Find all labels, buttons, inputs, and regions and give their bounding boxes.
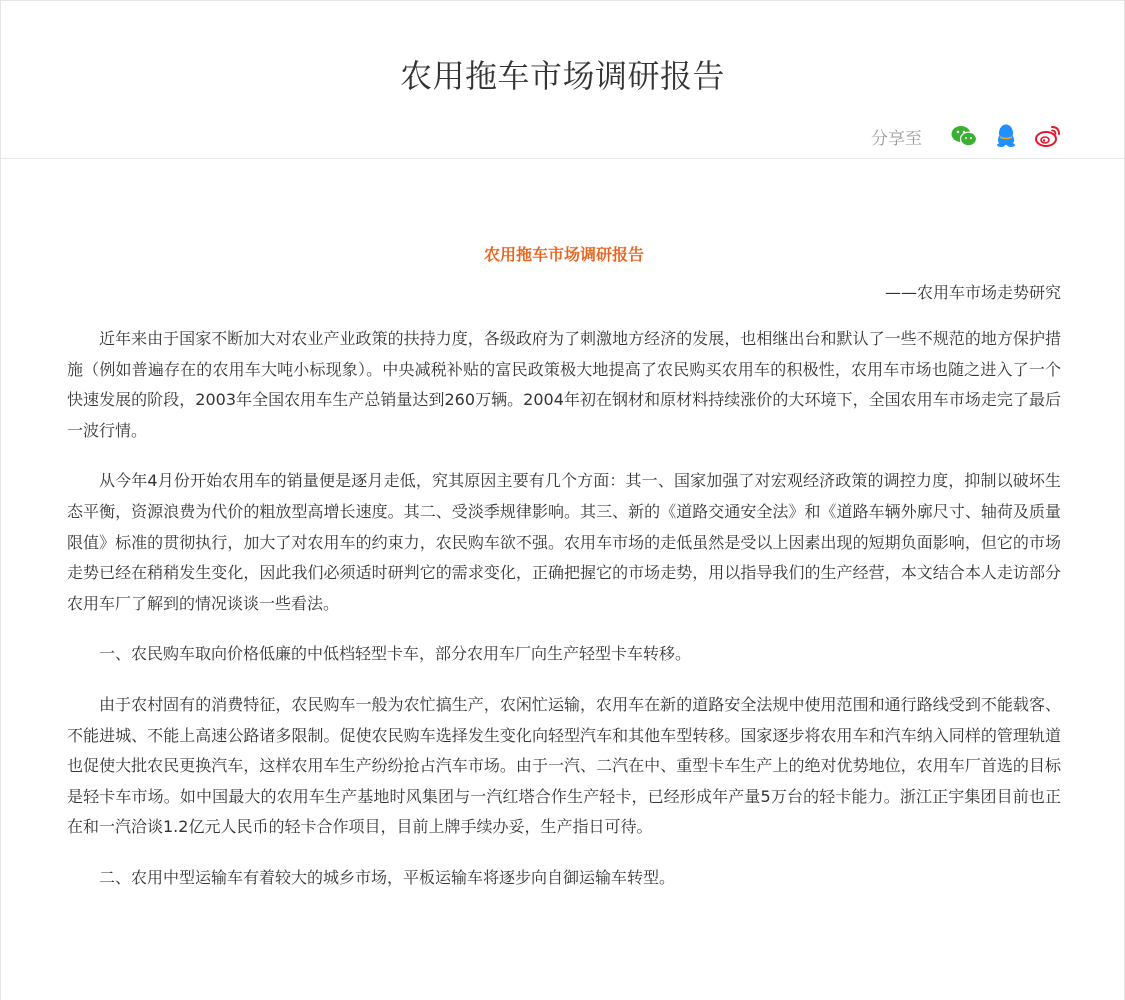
article-header (1, 1, 1124, 159)
qq-share-button[interactable] (992, 122, 1020, 150)
weibo-icon (1035, 125, 1061, 147)
article-body (1, 240, 1124, 894)
article-paragraph: 由于农村固有的消费特征，农民购车一般为农忙搞生产，农闲忙运输，农用车在新的道路安全法规中使用范围和通行路线受到不能载客、不能进城、不能上高速公路诸多限制。促使农民购车选择发生变化向轻型汽车和其他车型转移。国家逐步将农用车和汽车纳入同样的管理轨道也促使大批农民更换汽车，这样农用车生产纷纷抢占汽车市场。由于一汽、二汽在中、重型卡车生产上的绝对优势地位，农用车厂首选的目标是轻卡车市场。如中国最大的农用车生产基地时风集团与一汽红塔合作生产轻卡，已经形成年产量5万台的轻卡能力。浙江正宇集团目前也正在和一汽洽谈1.2亿元人民币的轻卡合作项目，目前上牌手续办妥，生产指日可待。 (67, 694, 1061, 837)
share-bar (871, 121, 1062, 151)
wechat-icon (951, 125, 977, 147)
article-subtitle: ——农用车市场走势研究 (884, 283, 1061, 302)
article-title: 农用拖车市场调研报告 (483, 245, 644, 264)
article-paragraph: 二、农用中型运输车有着较大的城乡市场，平板运输车将逐步向自御运输车转型。 (99, 867, 676, 887)
article-paragraph: 从今年4月份开始农用车的销量便是逐月走低，究其原因主要有几个方面：其一、国家加强了对宏观经济政策的调控力度，抑制以破坏生态平衡，资源浪费为代价的粗放型高增长速度。其二、受淡季规律影响。其三、新的《道路交通安全法》和《道路车辆外廓尺寸、轴荷及质量限值》标准的贯彻执行，加大了对农用车的约束力，农民购车欲不强。农用车市场的走低虽然是受以上因素出现的短期负面影响，但它的市场走势已经在稍稍发生变化，因此我们必须适时研判它的需求变化，正确把握它的市场走势，用以指导我们的生产经营，本文结合本人走访部分农用车厂了解到的情况谈谈一些看法。 (67, 471, 1061, 613)
share-label: 分享至 (871, 128, 922, 149)
weibo-share-button[interactable] (1034, 122, 1062, 150)
qq-icon (995, 124, 1017, 148)
wechat-share-button[interactable] (950, 122, 978, 150)
page-title: 农用拖车市场调研报告 (399, 57, 725, 95)
article-paragraph: 一、农民购车取向价格低廉的中低档轻型卡车，部分农用车厂向生产轻型卡车转移。 (99, 644, 692, 664)
article-paragraph: 近年来由于国家不断加大对农业产业政策的扶持力度，各级政府为了刺激地方经济的发展，也相继出台和默认了一些不规范的地方保护措施（例如普遍存在的农用车大吨小标现象）。中央减税补贴的富民政策极大地提高了农民购买农用车的积极性，农用车市场也随之进入了一个快速发展的阶段，2003年全国农用车生产总销量达到260万辆。2004年初在钢材和原材料持续涨价的大环境下，全国农用车市场走完了最后一波行情。 (67, 329, 1061, 440)
